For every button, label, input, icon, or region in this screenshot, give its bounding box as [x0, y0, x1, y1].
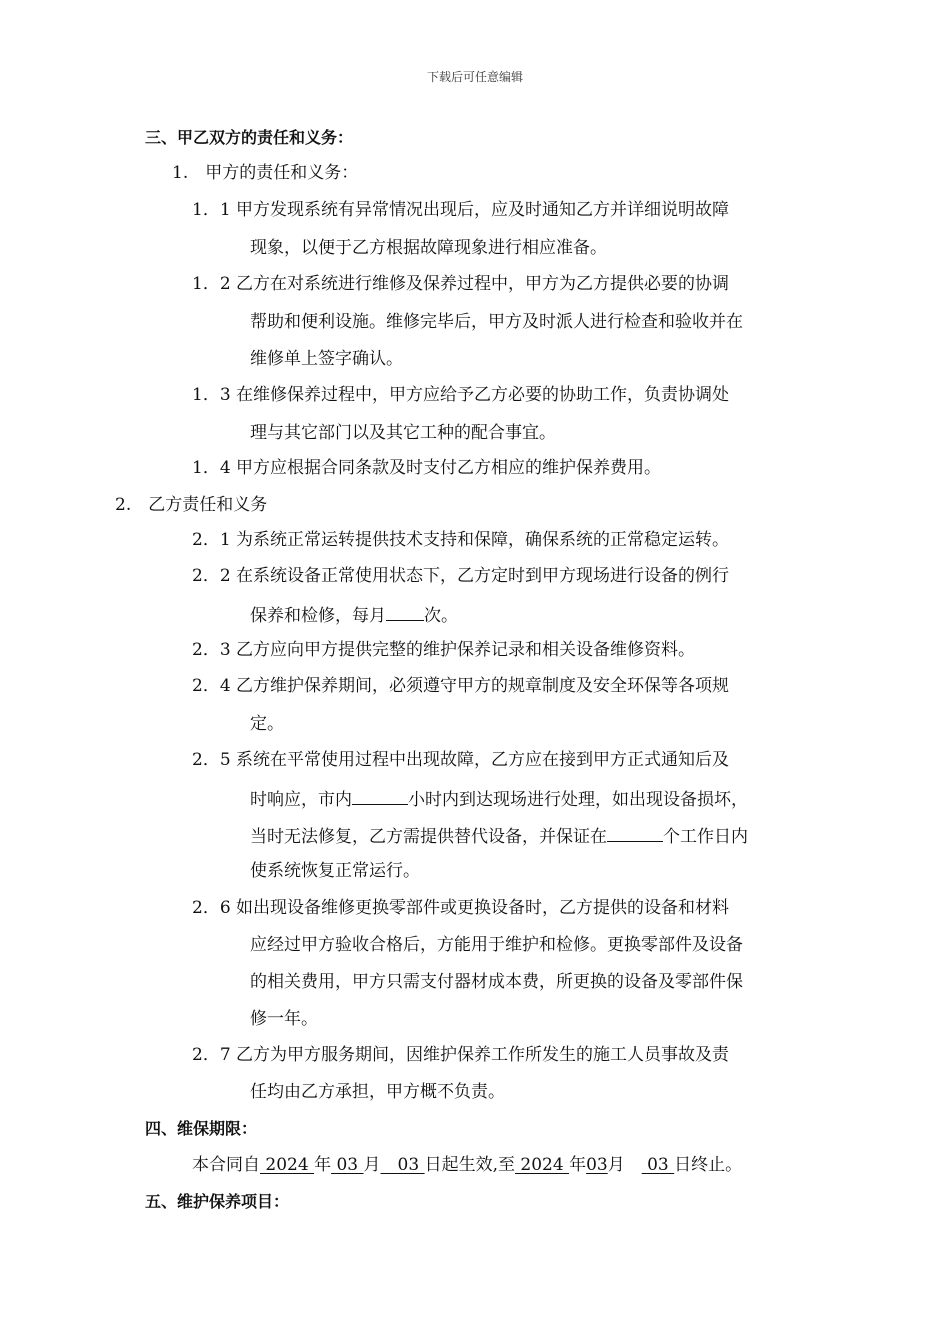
end-year: 2024 — [514, 1155, 570, 1175]
section-4-title: 四、维保期限： — [145, 1119, 258, 1138]
term-text-a: 本合同自 — [192, 1155, 260, 1175]
clause-2-2-text-a: 保养和检修，每月 — [250, 606, 386, 626]
clause-2-5-line-1: 2．5 系统在平常使用过程中出现故障，乙方应在接到甲方正式通知后及 — [192, 750, 730, 770]
clause-2-6-line-2: 应经过甲方验收合格后，方能用于维护和检修。更换零部件及设备 — [250, 935, 743, 955]
term-text-g: 月 — [607, 1155, 642, 1175]
section-3-title: 三、甲乙双方的责任和义务： — [145, 128, 354, 147]
clause-2-6-line-1: 2．6 如出现设备维修更换零部件或更换设备时，乙方提供的设备和材料 — [192, 898, 730, 918]
start-day: 03 — [380, 1155, 425, 1175]
clause-2-3-line-1: 2．3 乙方应向甲方提供完整的维护保养记录和相关设备维修资料。 — [192, 640, 696, 660]
clause-2-5-line-4: 使系统恢复正常运行。 — [250, 861, 420, 881]
section-5-title: 五、维护保养项目： — [145, 1192, 290, 1211]
clause-2-5-text-d: 个工作日内 — [663, 827, 748, 847]
clause-2-2-text-b: 次。 — [424, 606, 458, 626]
clause-2-1-line-1: 2．1 为系统正常运转提供技术支持和保障，确保系统的正常稳定运转。 — [192, 530, 730, 550]
start-month: 03 — [331, 1155, 364, 1175]
clause-1-4-line-1: 1．4 甲方应根据合同条款及时支付乙方相应的维护保养费用。 — [192, 458, 662, 478]
term-text-e: 日起生效,至 — [424, 1155, 515, 1175]
clause-2-6-line-4: 修一年。 — [250, 1009, 318, 1029]
party-b-title: 2. 乙方责任和义务 — [115, 495, 268, 515]
clause-2-5-text-b: 小时内到达现场进行处理，如出现设备损坏， — [408, 790, 748, 810]
clause-2-7-line-2: 任均由乙方承担，甲方概不负责。 — [250, 1082, 505, 1102]
clause-2-5-text-a: 时响应，市内 — [250, 790, 352, 810]
page-header-note: 下载后可任意编辑 — [426, 70, 523, 84]
clause-1-2-line-2: 帮助和便利设施。维修完毕后，甲方及时派人进行检查和验收并在 — [250, 312, 743, 332]
clause-1-3-line-1: 1．3 在维修保养过程中，甲方应给予乙方必要的协助工作，负责协调处 — [192, 385, 730, 405]
clause-2-2-line-1: 2．2 在系统设备正常使用状态下，乙方定时到甲方现场进行设备的例行 — [192, 566, 730, 586]
clause-2-6-line-3: 的相关费用，甲方只需支付器材成本费，所更换的设备及零部件保 — [250, 972, 743, 992]
term-text-h: 日终止。 — [674, 1155, 743, 1175]
clause-1-2-line-1: 1．2 乙方在对系统进行维修及保养过程中，甲方为乙方提供必要的协调 — [192, 274, 730, 294]
clause-1-1-line-1: 1．1 甲方发现系统有异常情况出现后，应及时通知乙方并详细说明故障 — [192, 200, 730, 220]
term-text-c: 月 — [363, 1155, 381, 1175]
end-day: 03 — [641, 1155, 675, 1175]
clause-2-7-line-1: 2．7 乙方为甲方服务期间，因维护保养工作所发生的施工人员事故及责 — [192, 1045, 730, 1065]
end-month: 03 — [586, 1155, 608, 1175]
clause-2-4-line-2: 定。 — [250, 714, 284, 734]
clause-1-1-line-2: 现象，以便于乙方根据故障现象进行相应准备。 — [250, 238, 607, 258]
start-year: 2024 — [260, 1155, 315, 1175]
clause-1-3-line-2: 理与其它部门以及其它工种的配合事宜。 — [250, 423, 556, 443]
clause-2-5-text-c: 当时无法修复，乙方需提供替代设备，并保证在 — [250, 827, 607, 847]
workdays-blank — [607, 825, 663, 842]
clause-1-2-line-3: 维修单上签字确认。 — [250, 349, 403, 369]
term-sentence — [192, 1155, 742, 1175]
response-hours-blank — [352, 788, 408, 805]
clause-2-2-line-2 — [250, 604, 458, 626]
term-text-b: 年 — [314, 1155, 332, 1175]
clause-2-5-line-3 — [250, 825, 748, 847]
party-a-title: 1. 甲方的责任和义务： — [172, 163, 359, 183]
clause-2-4-line-1: 2．4 乙方维护保养期间，必须遵守甲方的规章制度及安全环保等各项规 — [192, 676, 730, 696]
term-text-f: 年 — [569, 1155, 587, 1175]
times-per-month-blank — [386, 604, 424, 621]
clause-2-5-line-2 — [250, 788, 748, 810]
